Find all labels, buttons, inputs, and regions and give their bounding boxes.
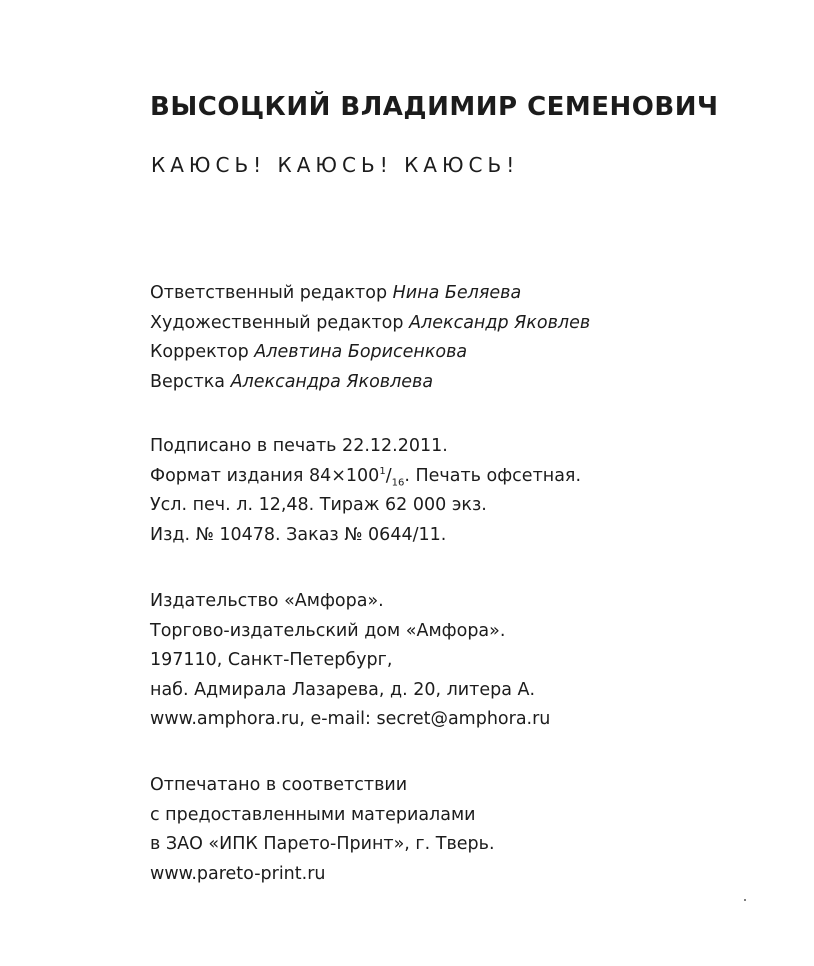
sheets-line: Усл. печ. л. 12,48. Тираж 62 000 экз.	[150, 495, 487, 515]
printer-line: в ЗАО «ИПК Парето-Принт», г. Тверь.	[150, 834, 495, 854]
order-line: Изд. № 10478. Заказ № 0644/11.	[150, 524, 447, 545]
credit-role: Ответственный редактор	[150, 283, 388, 303]
printer-line: www.pareto-print.ru	[150, 863, 326, 884]
print-info-block	[150, 432, 581, 550]
author-name: ВЫСОЦКИЙ ВЛАДИМИР СЕМЕНОВИЧ	[150, 92, 719, 122]
printer-block	[150, 771, 495, 889]
credit-line	[150, 309, 590, 339]
publisher-line: Издательство «Амфора».	[150, 591, 384, 611]
credit-line	[150, 338, 590, 368]
publisher-line: наб. Адмирала Лазарева, д. 20, литера А.	[150, 679, 536, 700]
credit-person: Алевтина Борисенкова	[254, 342, 468, 362]
format-numerator: 1	[379, 465, 386, 477]
printer-line: Отпечатано в соответствии	[150, 775, 408, 795]
publisher-line: www.amphora.ru, e-mail: secret@amphora.ru	[150, 709, 551, 729]
printer-line: с предоставленными материалами	[150, 804, 476, 825]
publisher-line: 197110, Санкт-Петербург,	[150, 650, 393, 670]
signed-date: Подписано в печать 22.12.2011.	[150, 436, 448, 456]
format-suffix: . Печать офсетная.	[404, 465, 582, 486]
scan-speck	[744, 899, 746, 901]
format-prefix: Формат издания 84×100	[150, 465, 380, 486]
book-title: КАЮСЬ! КАЮСЬ! КАЮСЬ!	[151, 153, 520, 177]
credit-person: Александр Яковлев	[409, 312, 591, 333]
credit-role: Корректор	[150, 342, 249, 362]
credits-block	[150, 279, 590, 397]
publisher-block	[150, 587, 550, 735]
credit-role: Верстка	[150, 371, 225, 392]
publisher-line: Торгово-издательский дом «Амфора».	[150, 620, 506, 641]
credit-person: Александра Яковлева	[230, 371, 434, 392]
format-line	[150, 462, 581, 492]
credit-line	[150, 368, 590, 398]
format-denominator: 16	[391, 477, 405, 488]
credit-line	[150, 279, 590, 309]
format-slash: /	[385, 465, 392, 486]
credit-person: Нина Беляева	[392, 283, 522, 303]
credit-role: Художественный редактор	[150, 312, 404, 333]
